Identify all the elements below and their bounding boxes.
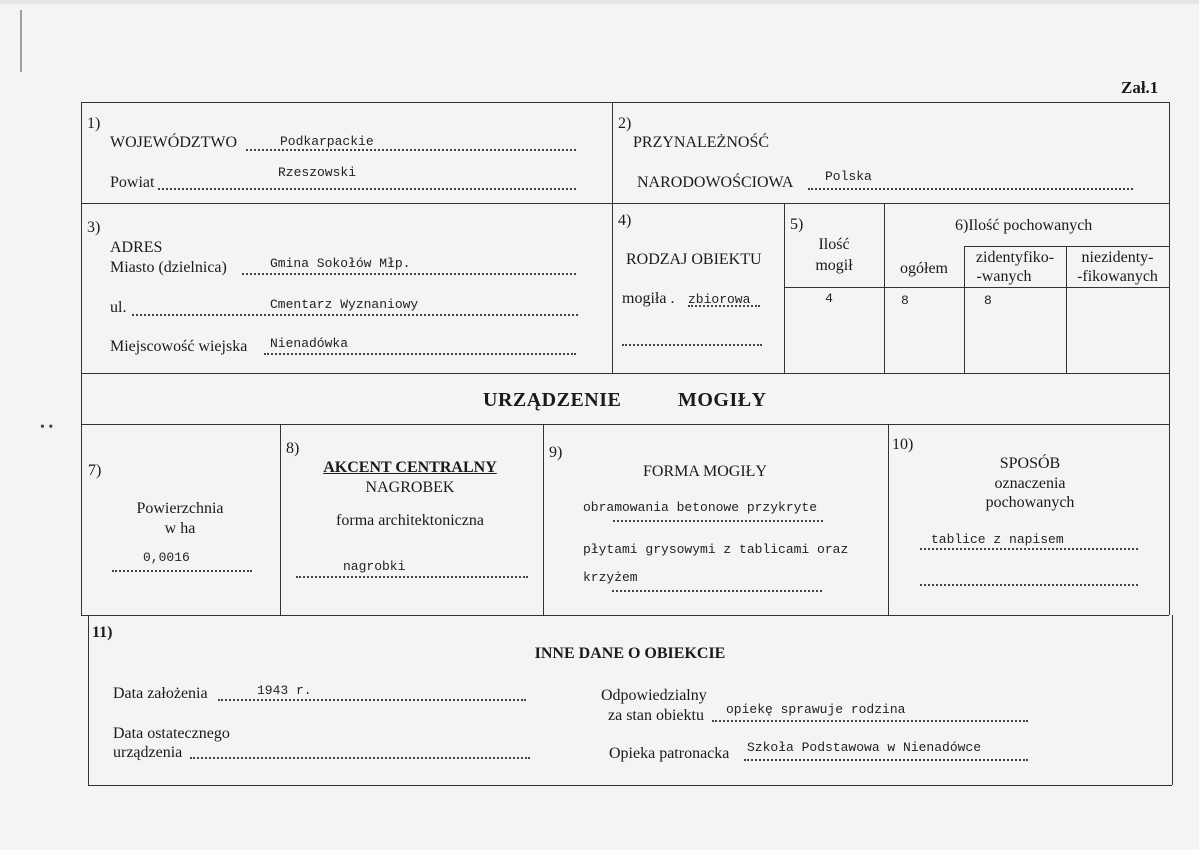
powiat-label: Powiat: [110, 174, 155, 191]
rodzaj-obiektu-label: RODZAJ OBIEKTU: [626, 251, 762, 268]
powierzchnia-label: Powierzchnia: [136, 500, 224, 517]
sposob-value: tablice z napisem: [931, 532, 1064, 547]
wies-dots: [264, 353, 576, 355]
sposob-dots-2: [920, 584, 1138, 586]
ul-value: Cmentarz Wyznaniowy: [270, 297, 419, 312]
pochowanych-label: pochowanych: [985, 494, 1075, 511]
niezidentyfikowanych-header-1: niezidenty-: [1081, 249, 1154, 266]
ilosc-label: Ilość: [818, 236, 850, 253]
data-ostatecznego-label: Data ostatecznego: [113, 725, 230, 742]
rodzaj-obiektu-dots: [688, 305, 760, 307]
sposob-title: SPOSÓB: [999, 455, 1061, 472]
data-zalozenia-label: Data założenia: [113, 685, 208, 702]
section-1-number: 1): [87, 115, 101, 132]
opieka-patronacka-label: Opieka patronacka: [609, 745, 730, 762]
ilosc-mogil-value: 4: [825, 291, 833, 306]
nagrobek-label: NAGROBEK: [365, 479, 455, 496]
forma-architektoniczna-label: forma architektoniczna: [336, 512, 484, 529]
scan-edge-mark: [0, 0, 1199, 4]
rodzaj-obiektu-dots-2: [622, 344, 762, 346]
akcent-centralny-value: nagrobki: [343, 559, 406, 574]
urzadzenia-label: urządzenia: [113, 744, 183, 761]
section-3-number: 3): [87, 219, 101, 236]
adres-label: ADRES: [110, 239, 163, 256]
przynaleznosc-label: PRZYNALEŻNOŚĆ: [633, 134, 770, 151]
ul-dots: [132, 314, 578, 316]
narodowosciowa-label: NARODOWOŚCIOWA: [637, 174, 794, 191]
mogil-label: mogił: [815, 257, 853, 274]
odpowiedzialny-value: opiekę sprawuje rodzina: [726, 702, 906, 717]
mogily-title: MOGIŁY: [678, 389, 767, 411]
miasto-value: Gmina Sokołów Młp.: [270, 256, 411, 271]
powierzchnia-dots: [112, 570, 252, 572]
scan-edge-mark: [20, 10, 22, 72]
forma-mogily-line-2: płytami grysowymi z tablicami oraz: [583, 542, 849, 557]
forma-mogily-dots-1: [613, 520, 823, 522]
opieka-patronacka-dots: [744, 759, 1028, 761]
section-5-number: 5): [790, 216, 804, 233]
miasto-dots: [242, 273, 576, 275]
scan-dot: • •: [40, 420, 54, 435]
inne-dane-title: INNE DANE O OBIEKCIE: [534, 645, 726, 662]
ilosc-pochowanych-label: 6)Ilość pochowanych: [955, 217, 1093, 234]
niezidentyfikowanych-header-2: -fikowanych: [1077, 268, 1158, 285]
ul-label: ul.: [110, 299, 127, 316]
odpowiedzialny-label: Odpowiedzialny: [601, 687, 707, 704]
narodowosciowa-dots: [808, 188, 1133, 190]
akcent-centralny-dots: [296, 576, 528, 578]
section-8-number: 8): [286, 440, 300, 457]
miasto-label: Miasto (dzielnica): [110, 259, 227, 276]
akcent-centralny-title: AKCENT CENTRALNY: [323, 459, 497, 476]
sposob-dots-1: [920, 548, 1138, 550]
powiat-value: Rzeszowski: [278, 165, 357, 180]
forma-mogily-title: FORMA MOGIŁY: [642, 463, 767, 480]
wojewodztwo-label: WOJEWÓDZTWO: [110, 134, 238, 151]
narodowosciowa-value: Polska: [825, 169, 872, 184]
forma-mogily-dots-3: [612, 590, 822, 592]
section-2-number: 2): [618, 115, 632, 132]
forma-mogily-line-1: obramowania betonowe przykryte: [583, 500, 818, 515]
zidentyfikowanych-header-2: -wanych: [976, 268, 1032, 285]
section-11-number: 11): [92, 624, 113, 641]
section-9-number: 9): [549, 444, 563, 461]
w-ha-label: w ha: [164, 520, 196, 537]
section-4-number: 4): [618, 212, 632, 229]
odpowiedzialny-dots: [712, 720, 1028, 722]
oznaczenia-label: oznaczenia: [994, 475, 1066, 492]
section-7-number: 7): [88, 462, 102, 479]
section-10-number: 10): [892, 436, 914, 453]
wies-label: Miejscowość wiejska: [110, 338, 248, 355]
data-zalozenia-dots: [218, 699, 526, 701]
data-ostatecznego-dots: [190, 757, 530, 759]
opieka-patronacka-value: Szkoła Podstawowa w Nienadówce: [747, 740, 982, 755]
za-stan-obiektu-label: za stan obiektu: [608, 707, 704, 724]
ogolem-header: ogółem: [900, 260, 948, 277]
powiat-dots: [158, 188, 576, 190]
wojewodztwo-value: Podkarpackie: [280, 134, 374, 149]
mogila-prefix: mogiła .: [622, 290, 675, 307]
wojewodztwo-dots: [246, 149, 576, 151]
zidentyfikowanych-value: 8: [984, 293, 992, 308]
wies-value: Nienadówka: [270, 336, 349, 351]
data-zalozenia-value: 1943 r.: [257, 683, 312, 698]
attachment-label: Zał.1: [1121, 78, 1159, 97]
urzadzenie-title: URZĄDZENIE: [483, 389, 622, 411]
powierzchnia-value: 0,0016: [143, 550, 190, 565]
rodzaj-obiektu-value: zbiorowa: [688, 292, 751, 307]
ogolem-value: 8: [901, 293, 909, 308]
zidentyfikowanych-header-1: zidentyfiko-: [975, 249, 1055, 266]
forma-mogily-line-3: krzyżem: [583, 570, 638, 585]
